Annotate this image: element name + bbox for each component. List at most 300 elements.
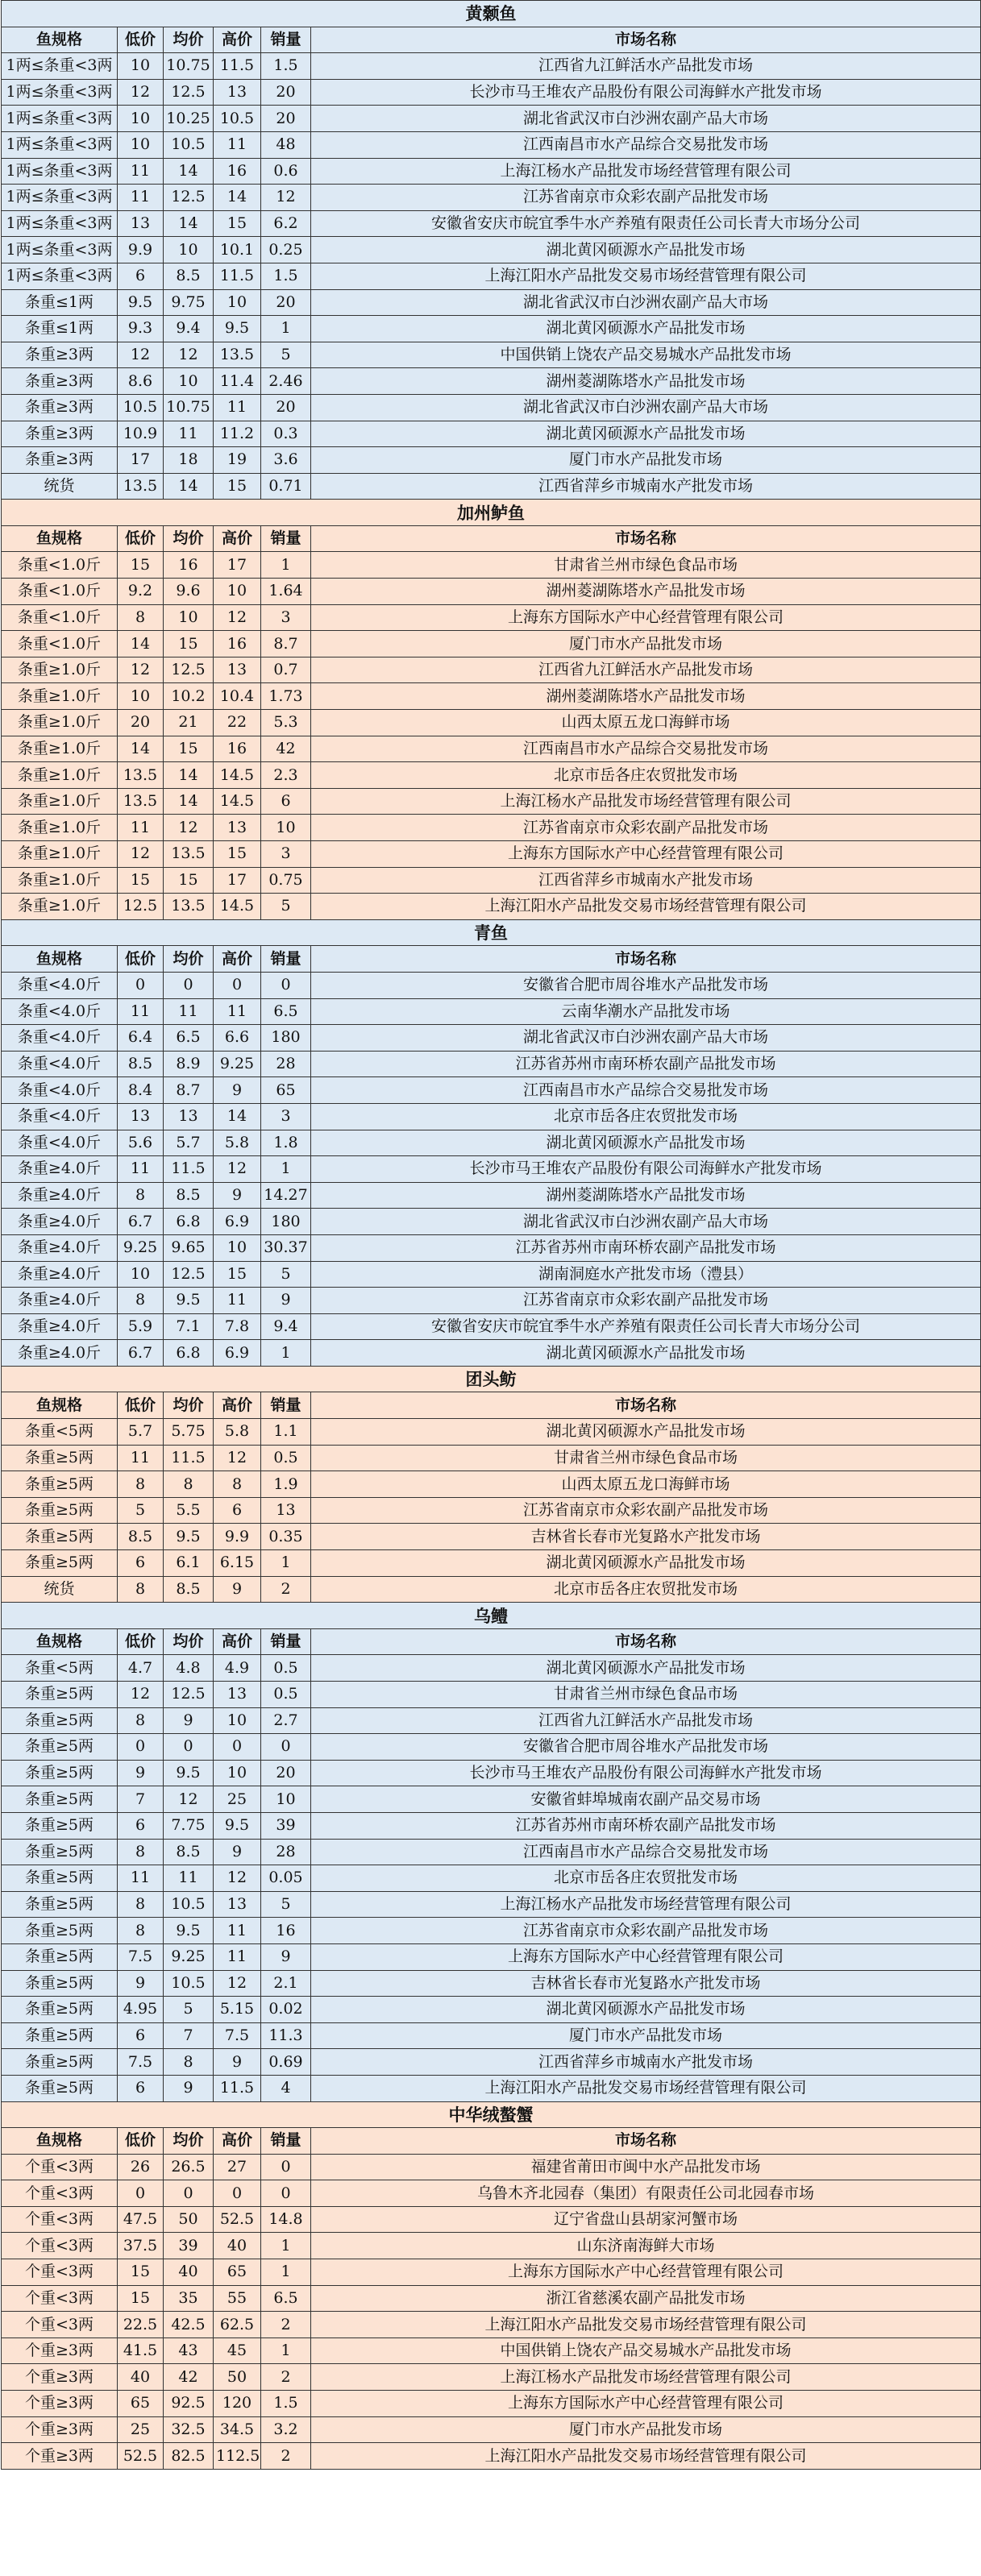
table-cell: 16 [214, 736, 261, 762]
table-cell: 10.5 [164, 131, 214, 158]
table-cell: 4.7 [118, 1655, 164, 1682]
table-cell: 1 [261, 316, 311, 342]
table-cell: 15 [164, 867, 214, 894]
table-cell: 0.75 [261, 867, 311, 894]
table-cell: 65 [118, 2391, 164, 2417]
table-cell: 0.25 [261, 237, 311, 263]
table-row [2, 1997, 981, 2023]
table-cell: 15 [214, 210, 261, 237]
table-cell: 5 [164, 1997, 214, 2023]
table-cell: 14 [164, 762, 214, 789]
table-cell: 40 [118, 2364, 164, 2391]
table-row [2, 1234, 981, 1261]
table-cell: 10 [214, 579, 261, 605]
section-title: 团头鲂 [2, 1366, 981, 1392]
table-cell: 12 [118, 1682, 164, 1708]
market-name-cell: 上海江阳水产品批发交易市场经营管理有限公司 [311, 2312, 981, 2338]
table-cell: 条重<4.0斤 [2, 972, 118, 998]
table-cell: 8.5 [118, 1524, 164, 1550]
table-cell: 1.9 [261, 1471, 311, 1498]
column-header: 销量 [261, 27, 311, 53]
table-row [2, 473, 981, 500]
table-cell: 3 [261, 604, 311, 631]
market-name-cell: 湖北黄冈硕源水产品批发市场 [311, 237, 981, 263]
column-header: 高价 [214, 1392, 261, 1419]
table-cell: 41.5 [118, 2337, 164, 2364]
table-cell: 7 [164, 2022, 214, 2049]
table-cell: 1 [261, 1340, 311, 1367]
table-row [2, 394, 981, 421]
table-cell: 17 [214, 867, 261, 894]
market-name-cell: 江西南昌市水产品综合交易批发市场 [311, 736, 981, 762]
table-row [2, 2180, 981, 2207]
table-cell: 1.8 [261, 1130, 311, 1156]
table-cell: 9 [261, 1288, 311, 1314]
table-cell: 统货 [2, 1576, 118, 1603]
table-cell: 11 [118, 815, 164, 841]
table-cell: 21 [164, 710, 214, 736]
table-cell: 条重≥5两 [2, 1786, 118, 1813]
table-cell: 14.8 [261, 2206, 311, 2233]
table-cell: 2.7 [261, 1707, 311, 1734]
table-cell: 10 [214, 1707, 261, 1734]
table-row [2, 1313, 981, 1340]
table-row [2, 1419, 981, 1446]
table-cell: 0.02 [261, 1997, 311, 2023]
market-name-cell: 上海江杨水产品批发市场经营管理有限公司 [311, 2364, 981, 2391]
column-header: 均价 [164, 27, 214, 53]
table-cell: 统货 [2, 473, 118, 500]
table-cell: 15 [164, 631, 214, 657]
market-name-cell: 江西省九江鲜活水产品批发市场 [311, 53, 981, 80]
table-row [2, 972, 981, 998]
market-name-cell: 上海东方国际水产中心经营管理有限公司 [311, 2259, 981, 2286]
table-cell: 20 [261, 106, 311, 132]
table-cell: 0 [164, 972, 214, 998]
table-row [2, 158, 981, 185]
table-cell: 6.5 [261, 2285, 311, 2312]
table-cell: 2.3 [261, 762, 311, 789]
table-cell: 15 [118, 867, 164, 894]
table-cell: 6 [214, 1497, 261, 1524]
table-row [2, 762, 981, 789]
table-row [2, 1156, 981, 1183]
table-cell: 12.5 [164, 1261, 214, 1288]
table-cell: 5.6 [118, 1130, 164, 1156]
table-row [2, 2312, 981, 2338]
table-cell: 条重≥3两 [2, 342, 118, 368]
table-row [2, 1077, 981, 1104]
table-cell: 2.1 [261, 1970, 311, 1997]
table-cell: 条重≥1.0斤 [2, 710, 118, 736]
market-name-cell: 江苏省南京市众彩农副产品批发市场 [311, 1918, 981, 1944]
table-cell: 13.5 [118, 473, 164, 500]
market-name-cell: 长沙市马王堆农产品股份有限公司海鲜水产批发市场 [311, 79, 981, 106]
table-cell: 180 [261, 1025, 311, 1052]
table-cell: 7.5 [118, 1943, 164, 1970]
table-cell: 3.2 [261, 2416, 311, 2443]
column-header: 市场名称 [311, 946, 981, 973]
table-cell: 1两≤条重<3两 [2, 53, 118, 80]
table-cell: 4.9 [214, 1655, 261, 1682]
market-name-cell: 湖北省武汉市白沙洲农副产品大市场 [311, 106, 981, 132]
table-cell: 1.5 [261, 53, 311, 80]
table-cell: 12 [164, 1786, 214, 1813]
table-cell: 8.9 [164, 1051, 214, 1077]
market-name-cell: 江西省萍乡市城南水产批发市场 [311, 473, 981, 500]
table-cell: 14 [164, 158, 214, 185]
column-header-row [2, 946, 981, 973]
column-header: 鱼规格 [2, 525, 118, 552]
table-cell: 条重≥4.0斤 [2, 1234, 118, 1261]
table-cell: 9.75 [164, 289, 214, 316]
table-cell: 7.5 [118, 2049, 164, 2076]
market-name-cell: 湖北黄冈硕源水产品批发市场 [311, 316, 981, 342]
table-cell: 条重≥5两 [2, 1891, 118, 1918]
table-row [2, 1682, 981, 1708]
table-cell: 8 [118, 1576, 164, 1603]
table-row [2, 604, 981, 631]
table-cell: 5.8 [214, 1130, 261, 1156]
table-cell: 39 [164, 2233, 214, 2259]
market-name-cell: 厦门市水产品批发市场 [311, 2022, 981, 2049]
table-cell: 条重≥5两 [2, 2075, 118, 2101]
table-cell: 8 [214, 1471, 261, 1498]
table-cell: 12 [164, 815, 214, 841]
table-cell: 8.7 [164, 1077, 214, 1104]
table-row [2, 263, 981, 289]
table-cell: 条重≥1.0斤 [2, 736, 118, 762]
table-cell: 15 [118, 552, 164, 579]
table-cell: 条重≥1.0斤 [2, 867, 118, 894]
table-cell: 1 [261, 1550, 311, 1577]
market-name-cell: 江西南昌市水产品综合交易批发市场 [311, 1077, 981, 1104]
table-cell: 8 [118, 604, 164, 631]
table-cell: 条重≥5两 [2, 1682, 118, 1708]
table-cell: 条重<1.0斤 [2, 631, 118, 657]
table-cell: 0.05 [261, 1865, 311, 1892]
table-cell: 条重≥5两 [2, 1471, 118, 1498]
market-name-cell: 湖北黄冈硕源水产品批发市场 [311, 421, 981, 447]
column-header: 市场名称 [311, 1392, 981, 1419]
table-cell: 3 [261, 1103, 311, 1130]
market-name-cell: 江苏省南京市众彩农副产品批发市场 [311, 1497, 981, 1524]
market-name-cell: 上海江阳水产品批发交易市场经营管理有限公司 [311, 894, 981, 920]
table-row [2, 1839, 981, 1865]
column-header: 均价 [164, 525, 214, 552]
table-cell: 5 [261, 342, 311, 368]
section-title: 中华绒螯蟹 [2, 2101, 981, 2128]
table-cell: 条重≥5两 [2, 1970, 118, 1997]
table-cell: 条重<4.0斤 [2, 1077, 118, 1104]
table-row [2, 131, 981, 158]
table-cell: 32.5 [164, 2416, 214, 2443]
table-cell: 16 [164, 552, 214, 579]
table-row [2, 2416, 981, 2443]
table-cell: 8 [118, 1918, 164, 1944]
table-row [2, 867, 981, 894]
market-name-cell: 甘肃省兰州市绿色食品市场 [311, 1682, 981, 1708]
table-cell: 13 [261, 1497, 311, 1524]
market-name-cell: 江西省九江鲜活水产品批发市场 [311, 657, 981, 683]
table-cell: 12 [118, 342, 164, 368]
table-cell: 8.5 [164, 1182, 214, 1209]
table-cell: 0.69 [261, 2049, 311, 2076]
table-cell: 19 [214, 447, 261, 474]
table-cell: 9.5 [164, 1288, 214, 1314]
table-cell: 4 [261, 2075, 311, 2101]
table-cell: 14.5 [214, 788, 261, 815]
table-cell: 0 [214, 2180, 261, 2207]
table-cell: 11 [214, 131, 261, 158]
table-cell: 条重≥5两 [2, 1943, 118, 1970]
table-cell: 11 [214, 998, 261, 1025]
table-cell: 13.5 [214, 342, 261, 368]
table-cell: 条重<1.0斤 [2, 604, 118, 631]
table-cell: 条重≥4.0斤 [2, 1340, 118, 1367]
table-cell: 1两≤条重<3两 [2, 131, 118, 158]
column-header: 市场名称 [311, 1628, 981, 1655]
table-cell: 14 [118, 631, 164, 657]
table-row [2, 1340, 981, 1367]
table-cell: 9 [214, 1576, 261, 1603]
table-row [2, 237, 981, 263]
table-row [2, 1051, 981, 1077]
table-cell: 12 [118, 657, 164, 683]
table-cell: 8 [118, 1288, 164, 1314]
table-row [2, 2075, 981, 2101]
market-name-cell: 上海江杨水产品批发市场经营管理有限公司 [311, 158, 981, 185]
market-name-cell: 江苏省南京市众彩农副产品批发市场 [311, 815, 981, 841]
table-cell: 8 [164, 2049, 214, 2076]
table-cell: 11.2 [214, 421, 261, 447]
table-cell: 9.5 [118, 289, 164, 316]
table-cell: 0 [164, 1734, 214, 1761]
table-cell: 14 [164, 473, 214, 500]
table-row [2, 316, 981, 342]
market-name-cell: 辽宁省盘山县胡家河蟹市场 [311, 2206, 981, 2233]
market-name-cell: 山西太原五龙口海鲜市场 [311, 710, 981, 736]
table-cell: 6 [261, 788, 311, 815]
table-cell: 5 [261, 894, 311, 920]
market-name-cell: 上海江阳水产品批发交易市场经营管理有限公司 [311, 2075, 981, 2101]
table-cell: 42 [261, 736, 311, 762]
table-cell: 8.5 [164, 1576, 214, 1603]
table-cell: 12 [118, 79, 164, 106]
table-cell: 6.7 [118, 1340, 164, 1367]
section-title-row [2, 1603, 981, 1629]
table-cell: 8.4 [118, 1077, 164, 1104]
column-header-row [2, 525, 981, 552]
market-name-cell: 上海江阳水产品批发交易市场经营管理有限公司 [311, 2443, 981, 2470]
market-name-cell: 江苏省苏州市南环桥农副产品批发市场 [311, 1051, 981, 1077]
market-name-cell: 湖北省武汉市白沙洲农副产品大市场 [311, 394, 981, 421]
column-header: 均价 [164, 2128, 214, 2155]
market-name-cell: 安徽省安庆市皖宜季牛水产养殖有限责任公司长青大市场分公司 [311, 210, 981, 237]
table-cell: 11 [118, 158, 164, 185]
table-cell: 15 [214, 473, 261, 500]
section-title: 青鱼 [2, 919, 981, 946]
table-cell: 65 [261, 1077, 311, 1104]
column-header: 高价 [214, 1628, 261, 1655]
table-cell: 9 [164, 1707, 214, 1734]
table-row [2, 1655, 981, 1682]
table-cell: 0.71 [261, 473, 311, 500]
column-header: 高价 [214, 2128, 261, 2155]
table-cell: 14 [118, 736, 164, 762]
table-cell: 条重≥5两 [2, 1760, 118, 1786]
table-cell: 0 [261, 1734, 311, 1761]
column-header: 鱼规格 [2, 1628, 118, 1655]
table-row [2, 788, 981, 815]
table-cell: 11 [118, 185, 164, 211]
table-cell: 个重<3两 [2, 2312, 118, 2338]
table-cell: 6.8 [164, 1209, 214, 1235]
table-cell: 9.6 [164, 579, 214, 605]
table-cell: 10.75 [164, 53, 214, 80]
table-cell: 9.5 [214, 316, 261, 342]
table-cell: 条重≥1.0斤 [2, 657, 118, 683]
table-cell: 6 [118, 1812, 164, 1839]
market-name-cell: 湖州菱湖陈塔水产品批发市场 [311, 579, 981, 605]
table-cell: 个重<3两 [2, 2233, 118, 2259]
market-name-cell: 安徽省合肥市周谷堆水产品批发市场 [311, 972, 981, 998]
table-cell: 3 [261, 841, 311, 868]
table-row [2, 1943, 981, 1970]
table-row [2, 185, 981, 211]
table-cell: 1两≤条重<3两 [2, 106, 118, 132]
table-cell: 5 [261, 1891, 311, 1918]
table-cell: 条重≥5两 [2, 1839, 118, 1865]
section-title: 加州鲈鱼 [2, 500, 981, 526]
section-title-row [2, 500, 981, 526]
table-cell: 条重<4.0斤 [2, 1025, 118, 1052]
column-header: 高价 [214, 946, 261, 973]
column-header: 高价 [214, 27, 261, 53]
market-name-cell: 江西南昌市水产品综合交易批发市场 [311, 131, 981, 158]
table-cell: 2 [261, 1576, 311, 1603]
column-header: 鱼规格 [2, 1392, 118, 1419]
table-row [2, 894, 981, 920]
table-cell: 条重≥5两 [2, 1524, 118, 1550]
table-row [2, 79, 981, 106]
table-cell: 55 [214, 2285, 261, 2312]
table-cell: 12 [214, 1970, 261, 1997]
table-cell: 6.4 [118, 1025, 164, 1052]
table-cell: 个重≥3两 [2, 2391, 118, 2417]
market-name-cell: 浙江省慈溪农副产品批发市场 [311, 2285, 981, 2312]
table-cell: 12 [214, 604, 261, 631]
table-cell: 22.5 [118, 2312, 164, 2338]
table-cell: 条重≥1.0斤 [2, 788, 118, 815]
market-name-cell: 福建省莆田市闽中水产品批发市场 [311, 2154, 981, 2180]
column-header: 低价 [118, 27, 164, 53]
table-row [2, 2049, 981, 2076]
table-cell: 10.25 [164, 106, 214, 132]
table-row [2, 1182, 981, 1209]
column-header: 均价 [164, 1628, 214, 1655]
table-cell: 9 [118, 1970, 164, 1997]
table-row [2, 210, 981, 237]
table-cell: 82.5 [164, 2443, 214, 2470]
table-cell: 9 [214, 1839, 261, 1865]
table-cell: 13.5 [118, 762, 164, 789]
table-cell: 9.2 [118, 579, 164, 605]
table-row [2, 289, 981, 316]
table-cell: 8 [118, 1471, 164, 1498]
table-cell: 20 [261, 1760, 311, 1786]
market-name-cell: 江西省萍乡市城南水产批发市场 [311, 867, 981, 894]
table-cell: 条重≥4.0斤 [2, 1313, 118, 1340]
table-cell: 11 [214, 1943, 261, 1970]
table-cell: 11.5 [164, 1445, 214, 1471]
table-cell: 17 [118, 447, 164, 474]
table-row [2, 1497, 981, 1524]
table-cell: 条重≥3两 [2, 447, 118, 474]
table-cell: 10.1 [214, 237, 261, 263]
market-name-cell: 乌鲁木齐北园春（集团）有限责任公司北园春市场 [311, 2180, 981, 2207]
table-cell: 30.37 [261, 1234, 311, 1261]
table-cell: 14 [214, 185, 261, 211]
market-name-cell: 湖州菱湖陈塔水产品批发市场 [311, 683, 981, 710]
table-cell: 11.5 [214, 53, 261, 80]
table-cell: 5.5 [164, 1497, 214, 1524]
market-name-cell: 湖北黄冈硕源水产品批发市场 [311, 1997, 981, 2023]
column-header: 市场名称 [311, 2128, 981, 2155]
table-cell: 10.4 [214, 683, 261, 710]
table-cell: 16 [214, 158, 261, 185]
market-name-cell: 湖北黄冈硕源水产品批发市场 [311, 1130, 981, 1156]
table-cell: 28 [261, 1839, 311, 1865]
table-cell: 92.5 [164, 2391, 214, 2417]
table-row [2, 998, 981, 1025]
market-name-cell: 安徽省合肥市周谷堆水产品批发市场 [311, 1734, 981, 1761]
table-cell: 6.6 [214, 1025, 261, 1052]
table-cell: 5 [261, 1261, 311, 1288]
table-cell: 11.5 [214, 2075, 261, 2101]
table-cell: 个重<3两 [2, 2154, 118, 2180]
table-cell: 1两≤条重<3两 [2, 185, 118, 211]
table-cell: 13.5 [118, 788, 164, 815]
market-name-cell: 上海东方国际水产中心经营管理有限公司 [311, 2391, 981, 2417]
table-row [2, 447, 981, 474]
table-cell: 条重≥1.0斤 [2, 841, 118, 868]
table-cell: 0 [118, 2180, 164, 2207]
table-cell: 26.5 [164, 2154, 214, 2180]
table-cell: 65 [214, 2259, 261, 2286]
table-cell: 15 [164, 736, 214, 762]
table-cell: 条重≥5两 [2, 1707, 118, 1734]
market-name-cell: 上海江阳水产品批发交易市场经营管理有限公司 [311, 263, 981, 289]
table-cell: 1两≤条重<3两 [2, 237, 118, 263]
market-name-cell: 中国供销上饶农产品交易城水产品批发市场 [311, 342, 981, 368]
table-row [2, 1025, 981, 1052]
table-cell: 条重≥3两 [2, 421, 118, 447]
table-cell: 1.5 [261, 263, 311, 289]
table-cell: 10.9 [118, 421, 164, 447]
table-row [2, 1970, 981, 1997]
table-cell: 0 [261, 972, 311, 998]
table-cell: 个重≥3两 [2, 2364, 118, 2391]
column-header: 鱼规格 [2, 946, 118, 973]
table-cell: 45 [214, 2337, 261, 2364]
table-row [2, 1734, 981, 1761]
table-cell: 12.5 [164, 657, 214, 683]
column-header: 低价 [118, 525, 164, 552]
market-name-cell: 北京市岳各庄农贸批发市场 [311, 1576, 981, 1603]
table-cell: 52.5 [214, 2206, 261, 2233]
market-name-cell: 中国供销上饶农产品交易城水产品批发市场 [311, 2337, 981, 2364]
